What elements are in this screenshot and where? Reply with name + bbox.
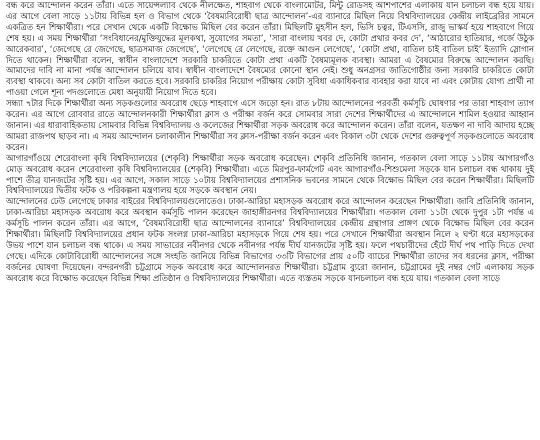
article-paragraph: সন্ধ্যা ৭টার দিকে শিক্ষার্থীরা অন্য সড়কগুলোর অবরোধ ছেড়ে শাহবাগে এসে জড়ো হন। রাত ৮টায় আন্দোলনের পরবর্তী কর্মসূচি ঘোষণার পর তারা শাহবাগ ত্যাগ করেন। এর আগে রোববার রাতে আন্দোলনকারী শিক্ষার্থীরা ক্লাস ও পরীক্ষা বর্জন করে সোমবার সারা দেশের শিক্ষার্থীদের এ আন্দোলনে শামিল হওয়ার আহ্বান জানান। এর ধারাবাহিকতায় সোমবার বিভিন্ন বিশ্ববিদ্যালয় ও কলেজের শিক্ষার্থীরা সড়ক অবরোধ করে আন্দোলন করেন। তাঁরা বলেন, যতক্ষণ না দাবি আদায় হচ্ছে আমরা রাজপথ ছাড়ব না। এ সময় আন্দোলন চলাকালীন শিক্ষার্থীরা সব ক্লাস-পরীক্ষা বর্জন করেন এবং বিকাল ৩টা থেকে দেশের গুরুত্বপূর্ণ সড়কগুলোতে অবরোধ করেন। bbox=[6, 98, 534, 152]
article-paragraph: বন্ধ করে আন্দোলন করেন তাঁরা। এতে সায়েন্সল্যাব থেকে নীলক্ষেত, শাহবাগ থেকে বাংলামোটর, মিন্টু রোডসহ আশপাশের এলাকায় যান চলাচল বন্ধ হয়ে যায়। এর আগে বেলা সাড়ে ১১টায় বিভিন্ন হল ও বিভাগ থেকে ‘বৈষম্যবিরোধী ছাত্র আন্দোলন’-এর ব্যানারে মিছিল নিয়ে বিশ্ববিদ্যালয়ের কেন্দ্রীয় লাইব্রেরির সামনে একত্রিত হন শিক্ষার্থীরা। পরে সেখান থেকে একটি বিক্ষোভ মিছিল বের করেন তাঁরা। মিছিলটি মুহসীন হল, ভিসি চত্বর, টিএসসি, রাজু ভাস্কর্য হয়ে শাহবাগে গিয়ে শেষ হয়। এ সময় শিক্ষার্থীরা ‘সংবিধানের/মুক্তিযুদ্ধের মূলকথা, সুযোগের সমতা’, ‘সারা বাংলায় খবর দে, কোটা প্রথার কবর দে’, ‘আঠারোর হাতিয়ার, গর্জে উঠুক আরেকবার’, ‘জেগেছে রে জেগেছে, ছাত্রসমাজ জেগেছে’, ‘লেগেছে রে লেগেছে, রক্তে আগুন লেগেছে’, ‘কোটা প্রথা, বাতিল চাই বাতিল চাই’ ইত্যাদি স্লোগান দিতে থাকেন। শিক্ষার্থীরা বলেন, স্বাধীন বাংলাদেশে সরকারি চাকরিতে কোটা প্রথা একটি বৈষম্যমূলক ব্যবস্থা। আমরা এ বৈষম্যের বিরুদ্ধে আন্দোলন করছি। আমাদের দাবি না মানা পর্যন্ত আন্দোলন চলিয়ে যাব। স্বাধীন বাংলাদেশে বৈষম্যের কোনো স্থান নেই। শুধু অনগ্রসর জাতিগোষ্ঠীর জন্য সরকারি চাকরিতে কোটা ব্যবস্থা থাকবে। অন্য সব কোটা বাতিল করতে হবে। সরকারি চাকরির নিয়োগ পরীক্ষায় কোটা সুবিধা একাধিকবার ব্যবহার করা যাবে না এবং কোটায় যোগ্য প্রার্থী না পাওয়া গেলে শূন্য পদগুলোতে মেধা অনুযায়ী নিয়োগ দিতে হবে। bbox=[6, 0, 534, 98]
article-paragraph: আগারগাঁওয়ে শেরেবাংলা কৃষি বিশ্ববিদ্যালয়ের (শেকৃবি) শিক্ষার্থীরা সড়ক অবরোধ করেছেন। শেকৃবি প্রতিনিধি জানান, গতকাল বেলা সাড়ে ১১টায় আগারগাঁও মোড় অবরোধ করেন শেরেবাংলা কৃষি বিশ্ববিদ্যালয়ের (শেকৃবি) শিক্ষার্থীরা। এতে মিরপুর-ফার্মগেট এবং আগারগাঁও-শিশুমেলা সড়কে যান চলাচল বন্ধ থাকায় দুই পাশে তীব্র যানজটের সৃষ্টি হয়। এর আগে, সকাল সাড়ে ১০টায় বিশ্ববিদ্যালয়ের প্রশাসনিক ভবনের সামনে থেকে বিক্ষোভ মিছিল বের করেন শিক্ষার্থীরা। মিছিলটি বিশ্ববিদ্যালয়ের দ্বিতীয় ফটক ও পরিকল্পনা মন্ত্রণালয় হয়ে সড়কে অবস্থান নেয়। bbox=[6, 152, 534, 196]
article-paragraph: আন্দোলনের ঢেউ লেগেছে ঢাকার বাইরের বিশ্ববিদ্যালয়গুলোতেও। ঢাকা-আরিচা মহাসড়ক অবরোধ করে আন্দোলন করেছেন শিক্ষার্থীরা। জাবি প্রতিনিধি জানান, ঢাকা-আরিচা মহাসড়ক অবরোধ করে অবস্থান কর্মসূচি পালন করেছেন জাহাঙ্গীরনগর বিশ্ববিদ্যালয়ের শিক্ষার্থীরা। গতকাল বেলা ১১টা থেকে দুপুর ১টা পর্যন্ত এ কর্মসূচি পালন করেন তাঁরা। এর আগে, ‘বৈষম্যবিরোধী ছাত্র আন্দোলনের ব্যানারে’ বিশ্ববিদ্যালয়ের কেন্দ্রীয় গ্রন্থাগার প্রাঙ্গণ থেকে বিক্ষোভ মিছিল বের করেন শিক্ষার্থীরা। মিছিলটি বিশ্ববিদ্যালয়ের প্রধান ফটক সংলগ্ন ঢাকা-আরিচা মহাসড়কে গিয়ে শেষ হয়। পরে সেখানে শিক্ষার্থীরা অবস্থান নিলে ২ ঘণ্টা ধরে মহাসড়কের উভয় পাশে যান চলাচল বন্ধ থাকে। এ সময় সাভারের নবীনগর থেকে নবীনগর পর্যন্ত দীর্ঘ যানজটের সৃষ্টি হয়। ফলে পথচারীদের হেঁটে দীর্ঘ পথ পাড়ি দিতে দেখা গেছে। এদিকে কোটাবিরোধী আন্দোলনের সঙ্গে সংহতি জানিয়ে বিভিন্ন বিভাগের ৩৩টি বিভাগের প্রায় ৫০টি ব্যাচের শিক্ষার্থীরা তাদের সব ধরনের ক্লাস, পরীক্ষা বর্জনের ঘোষণা দিয়েছেন। বন্দরনগরী চট্টগ্রামে সড়ক অবরোধ করে আন্দোলনরত শিক্ষার্থীরা। চট্টগ্রাম ব্যুরো জানান, চট্টগ্রামের দুই নম্বর গেট এলাকায় সড়ক অবরোধ করে বিক্ষোভ করেছেন বিভিন্ন শিক্ষা প্রতিষ্ঠান ও বিশ্ববিদ্যালয়ের শিক্ষার্থীরা। এতে ব্যস্ততম সড়কে যানচলাচল বন্ধ হয়ে যায়। গতকাল বেলা সাড়ে bbox=[6, 196, 534, 283]
